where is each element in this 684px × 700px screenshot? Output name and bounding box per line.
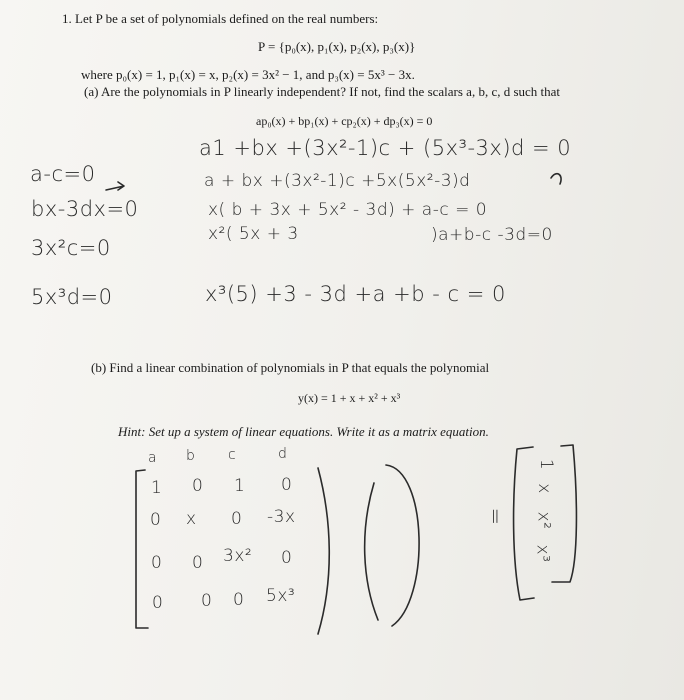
matrix-r1-c1: 1	[151, 478, 163, 498]
problem-statement: 1. Let P be a set of polynomials defined on the real numbers:	[62, 11, 379, 26]
matrix-r2-c3: 0	[231, 509, 243, 529]
matrix-r4-c4: 5x³	[266, 586, 296, 606]
hint-text: Hint: Set up a system of linear equations. Write it as a matrix equation.	[118, 424, 489, 439]
arrow-icon	[106, 182, 124, 190]
hand-eq-5x3d: 5x³d=0	[31, 285, 113, 309]
matrix-header-c: c	[228, 447, 237, 463]
result-left-bracket	[514, 447, 534, 600]
matrix-r2-c2: x	[186, 509, 197, 529]
matrix-r3-c2: 0	[192, 553, 204, 573]
hand-eq-3x2c: 3x²c=0	[31, 236, 111, 260]
result-vector-entry-1: 1	[536, 458, 557, 471]
hand-work-line-4: x²( 5x + 3	[208, 224, 299, 244]
matrix-header-d: d	[278, 446, 288, 462]
result-vector-entry-4: x³	[532, 544, 553, 563]
result-vector-entry-3: x²	[533, 511, 554, 530]
matrix-r4-c3: 0	[233, 590, 245, 610]
matrix-r4-c1: 0	[152, 593, 164, 613]
matrix-r1-c2: 0	[192, 476, 204, 496]
part-b-equation: y(x) = 1 + x + x² + x³	[298, 391, 401, 405]
hand-work-line-1: a1 +bx +(3x²-1)c + (5x³-3x)d = 0	[199, 136, 572, 160]
matrix-header-a: a	[148, 450, 158, 466]
hand-work-line-6: x³(5) +3 - 3d +a +b - c = 0	[205, 282, 506, 306]
matrix-r3-c1: 0	[151, 553, 163, 573]
part-a-question: (a) Are the polynomials in P linearly independent? If not, find the scalars a, b, c, d such that	[84, 84, 561, 99]
matrix-right-bracket	[318, 468, 329, 634]
matrix-header-b: b	[186, 448, 196, 464]
vector-right-bracket	[386, 465, 419, 626]
polynomial-definitions: where p₀(x) = 1, p₁(x) = x, p₂(x) = 3x² − 1, and p₃(x) = 5x³ − 3x.	[81, 67, 415, 82]
matrix-r3-c4: 0	[281, 548, 293, 568]
hand-eq-bx: bx-3dx=0	[31, 197, 139, 221]
result-right-bracket	[552, 445, 576, 582]
matrix-r4-c2: 0	[201, 591, 213, 611]
part-a-equation: ap₀(x) + bp₁(x) + cp₂(x) + dp₃(x) = 0	[256, 114, 433, 128]
matrix-r2-c1: 0	[150, 510, 162, 530]
result-vector-entry-2: x	[533, 483, 554, 494]
hand-eq-a-minus-c: a-c=0	[30, 162, 96, 186]
matrix-left-bracket	[136, 470, 148, 628]
hand-work-line-5: )a+b-c -3d=0	[431, 225, 553, 245]
equals-sign: =	[483, 507, 508, 526]
matrix-r2-c4: -3x	[267, 507, 296, 527]
hand-work-line-2: a + bx +(3x²-1)c +5x(5x²-3)d	[204, 171, 471, 191]
matrix-r1-c4: 0	[281, 475, 293, 495]
matrix-r3-c3: 3x²	[223, 546, 253, 566]
hand-work-line-3: x( b + 3x + 5x² - 3d) + a-c = 0	[208, 200, 488, 220]
hand-d-loop	[551, 174, 561, 184]
vector-left-bracket	[365, 483, 378, 620]
part-b-question: (b) Find a linear combination of polynomials in P that equals the polynomial	[91, 360, 490, 375]
matrix-r1-c3: 1	[234, 476, 246, 496]
set-definition: P = {p₀(x), p₁(x), p₂(x), p₃(x)}	[258, 39, 416, 54]
